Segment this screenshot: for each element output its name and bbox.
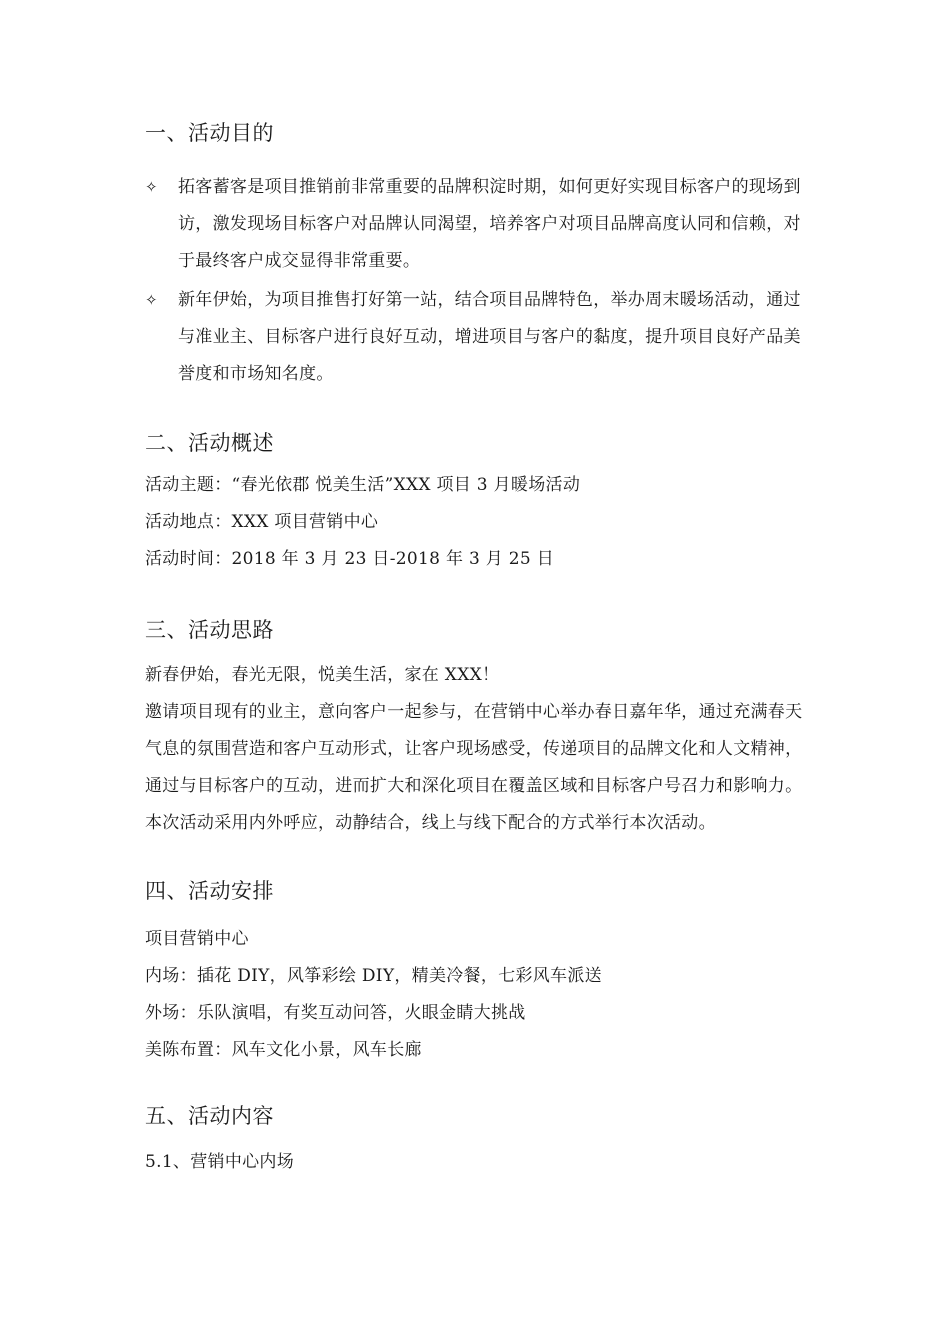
approach-block — [145, 657, 815, 842]
approach-slogan: 新春伊始，春光无限，悦美生活，家在 XXX！ — [145, 665, 500, 685]
section-title-content: 五、活动内容 — [145, 1104, 274, 1128]
arrangement-venue: 项目营销中心 — [145, 929, 249, 949]
overview-time: 活动时间：2018 年 3 月 23 日-2018 年 3 月 25 日 — [145, 549, 555, 569]
arrangement-decoration: 美陈布置：风车文化小景，风车长廊 — [145, 1040, 422, 1060]
bullet-text: 拓客蓄客是项目推销前非常重要的品牌积淀时期，如何更好实现目标客户的现场到访，激发现场目标客户对品牌认同渴望，培养客户对项目品牌高度认同和信赖，对于最终客户成交显得非常重要。 — [178, 177, 801, 271]
approach-method: 本次活动采用内外呼应，动静结合，线上与线下配合的方式举行本次活动。 — [145, 813, 716, 833]
section-title-overview: 二、活动概述 — [145, 431, 274, 455]
content-block — [145, 1144, 815, 1181]
document-page — [145, 118, 815, 1181]
section-title-purpose: 一、活动目的 — [145, 121, 274, 145]
overview-block — [145, 467, 815, 578]
section-title-arrangement: 四、活动安排 — [145, 879, 274, 903]
overview-location: 活动地点：XXX 项目营销中心 — [145, 512, 379, 532]
purpose-bullet-1 — [145, 169, 815, 280]
content-subsection-1: 5.1、营销中心内场 — [145, 1152, 295, 1172]
diamond-star-icon: ✧ — [145, 178, 158, 196]
overview-theme: 活动主题：“春光依郡 悦美生活”XXX 项目 3 月暖场活动 — [145, 475, 581, 495]
purpose-bullet-2 — [145, 282, 815, 393]
arrangement-indoor: 内场：插花 DIY，风筝彩绘 DIY，精美冷餐，七彩风车派送 — [145, 966, 602, 986]
bullet-text: 新年伊始，为项目推售打好第一站，结合项目品牌特色，举办周末暖场活动，通过与准业主、目标客户进行良好互动，增进项目与客户的黏度，提升项目良好产品美誉度和市场知名度。 — [178, 290, 801, 384]
arrangement-block — [145, 921, 815, 1069]
section-title-approach: 三、活动思路 — [145, 618, 274, 642]
approach-description: 邀请项目现有的业主，意向客户一起参与，在营销中心举办春日嘉年华，通过充满春天气息的氛围营造和客户互动形式，让客户现场感受，传递项目的品牌文化和人文精神，通过与目标客户的互动，进而扩大和深化项目在覆盖区域和目标客户号召力和影响力。 — [145, 702, 803, 796]
purpose-bullet-list — [145, 169, 815, 393]
arrangement-outdoor: 外场：乐队演唱，有奖互动问答，火眼金睛大挑战 — [145, 1003, 526, 1023]
diamond-star-icon: ✧ — [145, 291, 158, 309]
